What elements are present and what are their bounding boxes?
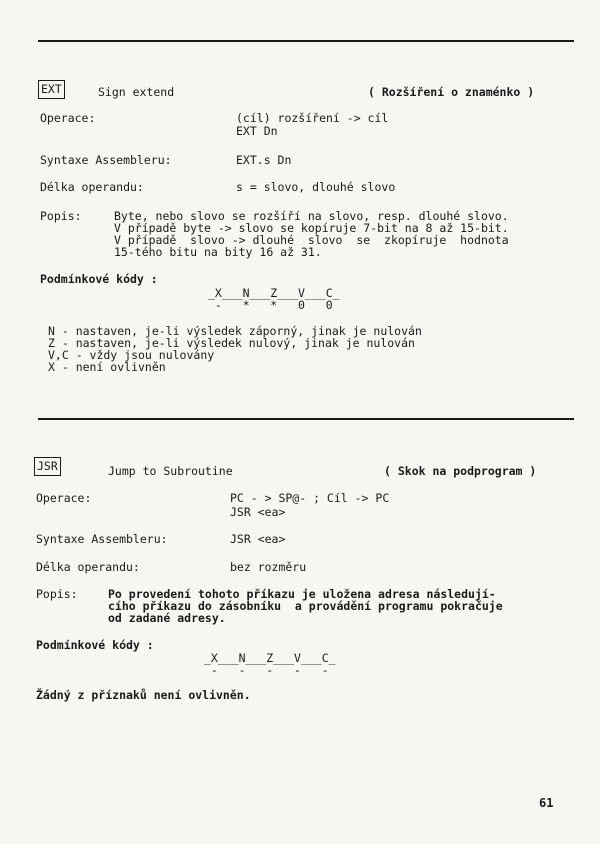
jsr-operation-line-2: JSR <ea> bbox=[230, 505, 286, 519]
jsr-title-cz: ( Skok na podprogram ) bbox=[384, 464, 537, 478]
ext-note-1: N - nastaven, je-li výsledek záporný, jinak je nulován bbox=[48, 324, 422, 338]
ext-operation-line-1: (cíl) rozšíření -> cíl bbox=[236, 111, 389, 125]
jsr-length-label: Délka operandu: bbox=[36, 560, 140, 574]
ext-note-2: Z - nastaven, je-li výsledek nulový, jinak je nulován bbox=[48, 336, 415, 350]
jsr-operation-label: Operace: bbox=[36, 491, 92, 505]
ext-note-4: X - není ovlivněn bbox=[48, 360, 166, 374]
ext-operation-label: Operace: bbox=[40, 111, 96, 125]
jsr-desc-line-1: Po provedení tohoto příkazu je uložena adresa následují- bbox=[108, 587, 496, 601]
ext-mnemonic-box: EXT bbox=[38, 80, 65, 99]
ext-desc-label: Popis: bbox=[40, 209, 82, 223]
middle-rule bbox=[38, 418, 574, 420]
ext-cc-values: - * * 0 0 bbox=[208, 298, 333, 312]
jsr-cc-flags: _X___N___Z___V___C_ bbox=[204, 651, 336, 665]
jsr-syntax-label: Syntaxe Assembleru: bbox=[36, 532, 168, 546]
ext-length-label: Délka operandu: bbox=[40, 180, 144, 194]
ext-cc-label: Podmínkové kódy : bbox=[40, 272, 158, 286]
ext-cc-flags: _X___N___Z___V___C_ bbox=[208, 286, 340, 300]
ext-note-3: V,C - vždy jsou nulovány bbox=[48, 348, 215, 362]
top-rule bbox=[38, 40, 574, 42]
ext-syntax-label: Syntaxe Assembleru: bbox=[40, 153, 172, 167]
jsr-operation-line-1: PC - > SP@- ; Cíl -> PC bbox=[230, 491, 390, 505]
jsr-desc-line-3: od zadané adresy. bbox=[108, 611, 226, 625]
ext-title: Sign extend bbox=[98, 85, 175, 99]
jsr-mnemonic-box: JSR bbox=[34, 457, 61, 476]
ext-syntax-value: EXT.s Dn bbox=[236, 153, 292, 167]
ext-title-cz: ( Rozšíření o znaménko ) bbox=[368, 85, 535, 99]
ext-desc-line-3: V případě slovo -> dlouhé slovo se zkopíruje hodnota bbox=[114, 233, 509, 247]
ext-desc-line-2: V případě byte -> slovo se kopíruje 7-bit na 8 až 15-bit. bbox=[114, 221, 509, 235]
page-number: 61 bbox=[539, 796, 554, 810]
ext-length-value: s = slovo, dlouhé slovo bbox=[236, 180, 396, 194]
ext-desc-line-4: 15-tého bitu na bity 16 až 31. bbox=[114, 245, 322, 259]
ext-desc-line-1: Byte, nebo slovo se rozšíří na slovo, resp. dlouhé slovo. bbox=[114, 209, 509, 223]
jsr-length-value: bez rozměru bbox=[230, 560, 307, 574]
jsr-desc-label: Popis: bbox=[36, 587, 78, 601]
ext-operation-line-2: EXT Dn bbox=[236, 124, 278, 138]
jsr-cc-label: Podmínkové kódy : bbox=[36, 638, 154, 652]
jsr-syntax-value: JSR <ea> bbox=[230, 532, 286, 546]
jsr-cc-values: - - - - - bbox=[204, 663, 329, 677]
jsr-note: Žádný z příznaků není ovlivněn. bbox=[36, 688, 251, 702]
jsr-title: Jump to Subroutine bbox=[108, 464, 233, 478]
jsr-desc-line-2: cího příkazu do zásobníku a provádění programu pokračuje bbox=[108, 599, 503, 613]
